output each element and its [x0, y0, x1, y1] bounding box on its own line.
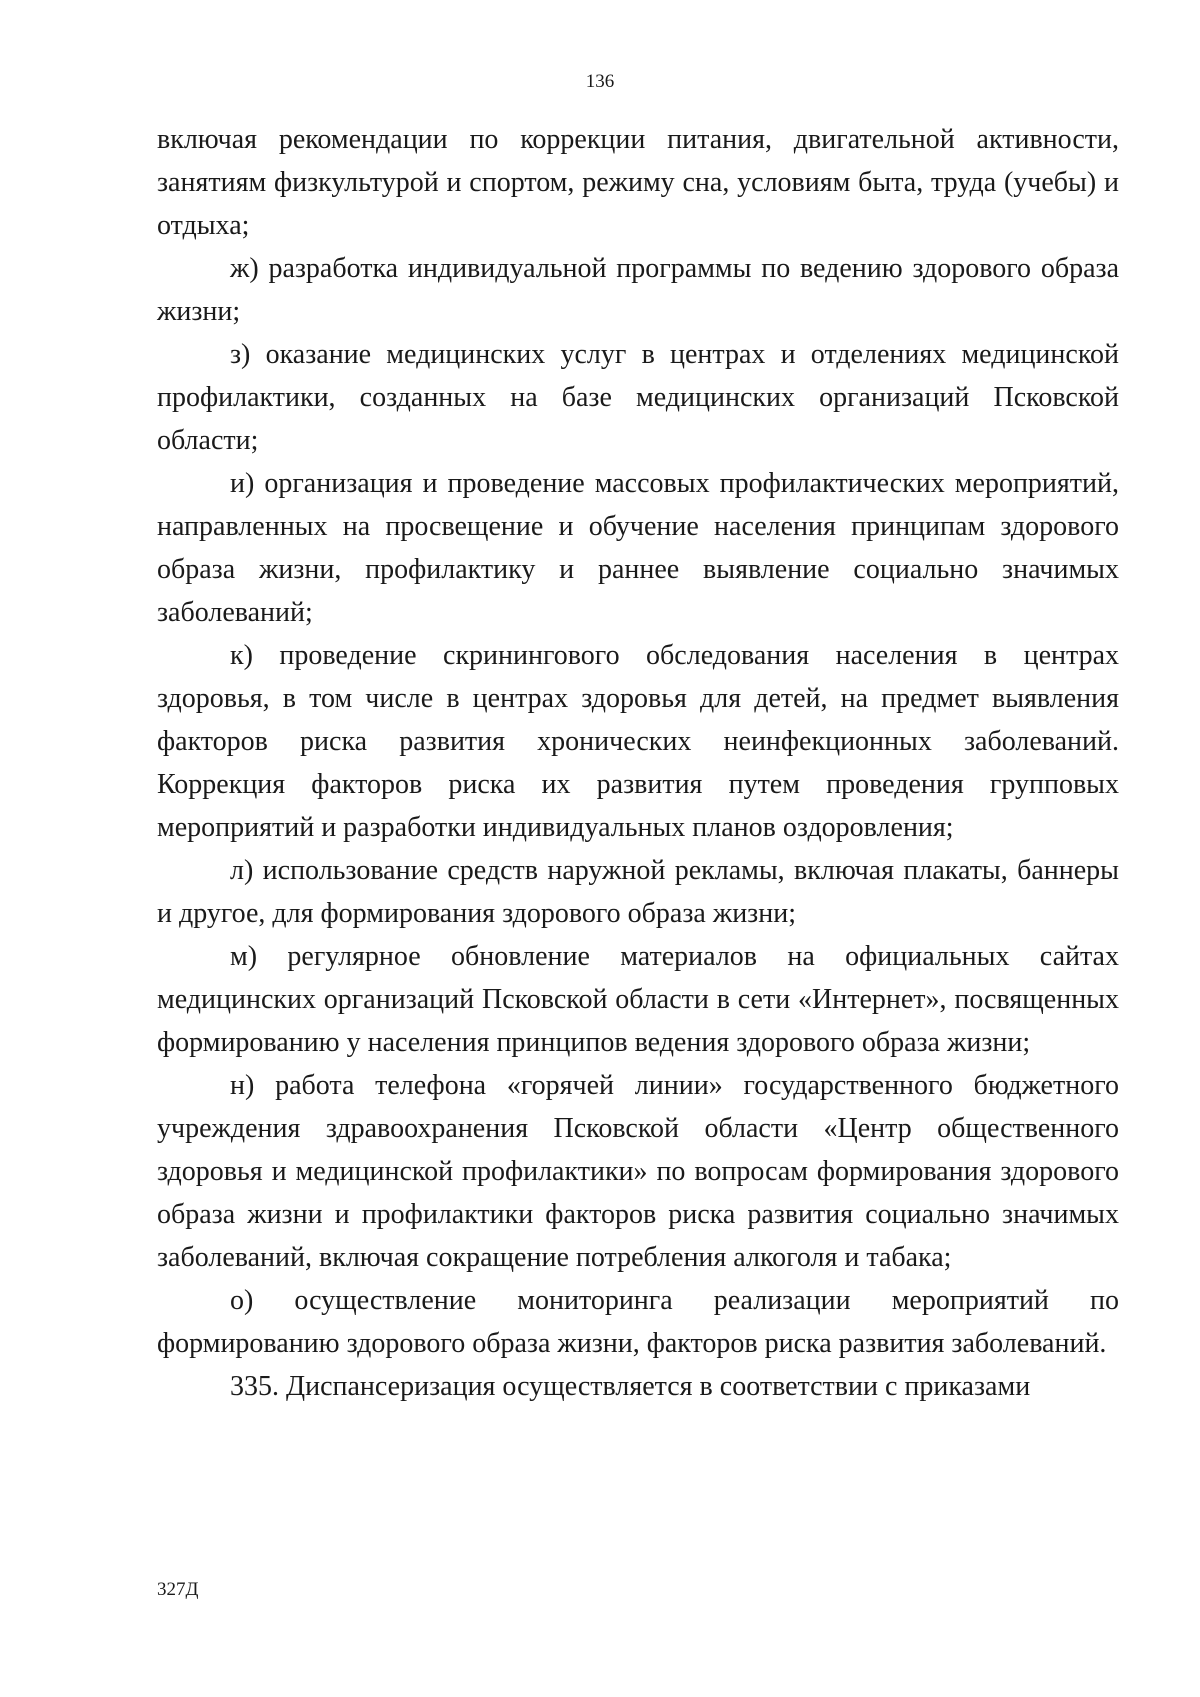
list-item-o: о) осуществление мониторинга реализации мероприятий по формированию здорового образа жизни, факторов риска развития заболеваний.: [157, 1285, 1119, 1359]
list-item-m: м) регулярное обновление материалов на официальных сайтах медицинских организаций Псковской области в сети «Интернет», посвященных формированию у населения принципов ведения здорового образа жизни;: [157, 941, 1119, 1058]
list-item-l: л) использование средств наружной рекламы, включая плакаты, баннеры и другое, для формирования здорового образа жизни;: [157, 855, 1119, 929]
list-item-i: и) организация и проведение массовых профилактических мероприятий, направленных на просвещение и обучение населения принципам здорового образа жизни, профилактику и раннее выявление социально значимых заболеваний;: [157, 468, 1119, 628]
list-item-n: н) работа телефона «горячей линии» государственного бюджетного учреждения здравоохранения Псковской области «Центр общественного здоровья и медицинской профилактики» по вопросам формирования здорового образа жизни и профилактики факторов риска развития социально значимых заболеваний, включая сокращение потребления алкоголя и табака;: [157, 1070, 1119, 1273]
paragraph-335: 335. Диспансеризация осуществляется в соответствии с приказами: [230, 1371, 1031, 1402]
document-body: [157, 118, 1119, 1408]
list-item-zh: ж) разработка индивидуальной программы по ведению здорового образа жизни;: [157, 253, 1119, 327]
list-item-z: з) оказание медицинских услуг в центрах и отделениях медицинской профилактики, созданных на базе медицинских организаций Псковской области;: [157, 339, 1119, 456]
page-number: 136: [585, 71, 615, 92]
list-item-k: к) проведение скринингового обследования населения в центрах здоровья, в том числе в центрах здоровья для детей, на предмет выявления факторов риска развития хронических неинфекционных заболеваний. Коррекция факторов риска их развития путем проведения групповых мероприятий и разработки индивидуальных планов оздоровления;: [157, 640, 1119, 843]
paragraph-continuation: включая рекомендации по коррекции питания, двигательной активности, занятиям физкультурой и спортом, режиму сна, условиям быта, труда (учебы) и отдыха;: [157, 124, 1119, 241]
document-code: 327Д: [157, 1579, 199, 1600]
